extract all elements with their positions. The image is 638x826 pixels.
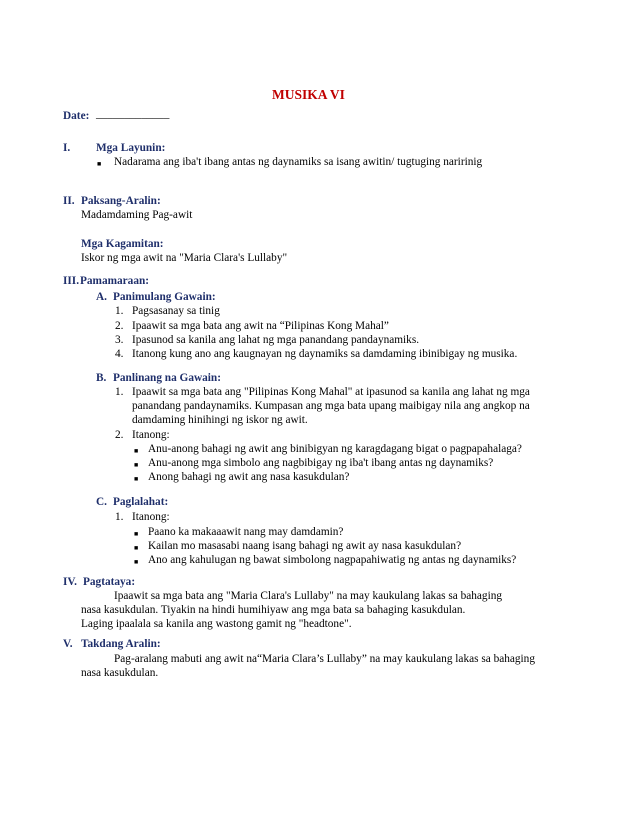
assignment-line: nasa kasukdulan. — [81, 667, 159, 679]
bullet-icon: ■ — [134, 447, 139, 455]
bullet-icon: ■ — [134, 530, 139, 538]
bullet-icon: ■ — [134, 544, 139, 552]
section-5-heading: Takdang Aralin: — [81, 638, 161, 650]
section-3-heading: Pamamaraan: — [80, 275, 150, 287]
section-2-numeral: II. — [63, 195, 75, 207]
date-label: Date: — [63, 110, 90, 122]
page-title: MUSIKA VI — [272, 87, 345, 102]
list-number: 4. — [115, 348, 124, 360]
assignment-line: Pag-aralang mabuti ang awit na“Maria Clara’s Lullaby” na may kaukulang lakas sa bahaging — [114, 653, 535, 665]
list-item: Itanong kung ano ang kaugnayan ng daynamiks sa damdaming ibinibigay ng musika. — [132, 348, 518, 360]
subsection-b-letter: B. — [96, 372, 107, 384]
section-4-numeral: IV. — [63, 576, 77, 588]
section-1-numeral: I. — [63, 142, 71, 154]
materials-heading: Mga Kagamitan: — [81, 238, 164, 250]
assessment-line: Ipaawit sa mga bata ang "Maria Clara's Lullaby" na may kaukulang lakas sa bahaging — [114, 590, 503, 602]
list-item: Ipasunod sa kanila ang lahat ng mga panandang pandaynamiks. — [132, 334, 420, 346]
list-number: 2. — [115, 429, 124, 441]
objective-text: Nadarama ang iba't ibang antas ng daynamiks sa isang awitin/ tugtuging naririnig — [114, 156, 483, 168]
section-2-heading: Paksang-Aralin: — [81, 195, 161, 207]
date-blank: _____________ — [96, 108, 170, 120]
bullet-icon: ■ — [134, 475, 139, 483]
bullet-icon: ■ — [134, 461, 139, 469]
question-item: Paano ka makaaawit nang may damdamin? — [148, 526, 344, 538]
list-number: 3. — [115, 334, 124, 346]
subsection-b-heading: Panlinang na Gawain: — [113, 372, 221, 384]
list-number: 1. — [115, 511, 124, 523]
question-item: Anu-anong bahagi ng awit ang binibigyan ng karagdagang bigat o pagpapahalaga? — [148, 443, 522, 455]
list-item: Itanong: — [132, 511, 170, 523]
subsection-a-letter: A. — [96, 291, 107, 303]
materials-text: Iskor ng mga awit na "Maria Clara's Lullaby" — [81, 252, 288, 264]
question-item: Anong bahagi ng awit ang nasa kasukdulan? — [148, 471, 350, 483]
section-3-numeral: III. — [63, 275, 80, 287]
list-number: 1. — [115, 386, 124, 398]
list-item-line: panandang pandaynamiks. Kumpasan ang mga bata upang maibigay nila ang angkop na — [132, 400, 530, 412]
list-item: Itanong: — [132, 429, 170, 441]
list-item: Ipaawit sa mga bata ang awit na “Pilipinas Kong Mahal” — [132, 320, 389, 332]
section-5-numeral: V. — [63, 638, 73, 650]
list-item-line: Ipaawit sa mga bata ang "Pilipinas Kong Mahal" at ipasunod sa kanila ang lahat ng mga — [132, 386, 530, 398]
list-item: Pagsasanay sa tinig — [132, 305, 220, 317]
assessment-line: Laging ipaalala sa kanila ang wastong gamit ng "headtone". — [81, 618, 352, 630]
list-item-line: damdaming hinihingi ng iskor ng awit. — [132, 414, 308, 426]
question-item: Anu-anong mga simbolo ang nagbibigay ng iba't ibang antas ng daynamiks? — [148, 457, 494, 469]
subsection-a-heading: Panimulang Gawain: — [113, 291, 216, 303]
subsection-c-letter: C. — [96, 496, 107, 508]
list-number: 1. — [115, 305, 124, 317]
bullet-icon: ■ — [97, 160, 102, 168]
question-item: Kailan mo masasabi naang isang bahagi ng awit ay nasa kasukdulan? — [148, 540, 462, 552]
subsection-c-heading: Paglalahat: — [113, 496, 169, 508]
list-number: 2. — [115, 320, 124, 332]
topic-text: Madamdaming Pag-awit — [81, 209, 193, 221]
section-4-heading: Pagtataya: — [83, 576, 136, 588]
assessment-line: nasa kasukdulan. Tiyakin na hindi humihiyaw ang mga bata sa bahaging kasukdulan. — [81, 604, 466, 616]
question-item: Ano ang kahulugan ng bawat simbolong nagpapahiwatig ng antas ng daynamiks? — [148, 554, 517, 566]
bullet-icon: ■ — [134, 558, 139, 566]
section-1-heading: Mga Layunin: — [96, 142, 166, 154]
